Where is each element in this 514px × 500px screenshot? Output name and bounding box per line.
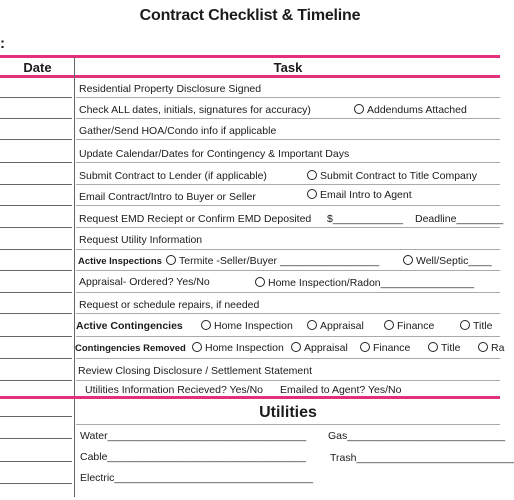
top-accent-rule [0,55,500,58]
row-divider [76,97,500,98]
home-inspection-radon-option[interactable]: Home Inspection/Radon________________ [255,277,474,289]
task-submit-lender: Submit Contract to Lender (if applicable) [79,170,267,182]
date-line[interactable] [0,483,72,484]
radio-icon[interactable] [460,320,470,330]
column-divider [74,57,75,497]
electric-field[interactable]: Electric__________________________________ [80,472,313,484]
radio-icon[interactable] [291,342,301,352]
header-accent-rule [0,75,500,78]
task-utility-info: Request Utility Information [79,234,203,246]
active-appraisal-option[interactable]: Appraisal [307,320,364,332]
date-line[interactable] [0,184,72,185]
date-line[interactable] [0,313,72,314]
gas-field[interactable]: Gas___________________________ [328,430,505,442]
radio-icon[interactable] [428,342,438,352]
contingencies-removed-label: Contingencies Removed [75,343,186,354]
row-divider [76,205,500,206]
radio-icon[interactable] [478,342,488,352]
date-line[interactable] [0,336,72,337]
submit-title-option[interactable]: Submit Contract to Title Company [307,170,477,182]
date-line[interactable] [0,227,72,228]
row-divider [76,270,500,271]
date-line[interactable] [0,461,72,462]
row-divider [76,118,500,119]
task-property-disclosure: Residential Property Disclosure Signed [79,83,262,95]
date-line[interactable] [0,97,72,98]
addendums-option[interactable]: Addendums Attached [354,104,467,116]
trash-field[interactable]: Trash___________________________ [330,452,514,464]
removed-home-inspection-option[interactable]: Home Inspection [192,342,284,354]
radio-icon[interactable] [384,320,394,330]
radio-icon[interactable] [403,255,413,265]
task-emailed-agent: Emailed to Agent? Yes/No [280,384,402,396]
page-title: Contract Checklist & Timeline [139,7,361,24]
date-line[interactable] [0,438,72,439]
row-divider [76,139,500,140]
radio-icon[interactable] [360,342,370,352]
date-line[interactable] [0,358,72,359]
task-update-calendar: Update Calendar/Dates for Contingency & Important Days [79,148,350,160]
date-line[interactable] [0,292,72,293]
row-divider [76,184,500,185]
email-intro-option[interactable]: Email Intro to Agent [307,189,412,201]
date-line[interactable] [0,416,72,417]
task-utilities-received: Utilities Information Recieved? Yes/No [85,384,264,396]
row-divider [76,227,500,228]
radio-icon[interactable] [201,320,211,330]
cutoff-label: : [0,35,5,52]
task-check-dates: Check ALL dates, initials, signatures for accuracy) [79,104,311,116]
task-closing-disclosure: Review Closing Disclosure / Settlement Statement [78,365,313,377]
active-title-option[interactable]: Title [460,320,492,332]
task-email-contract: Email Contract/Intro to Buyer or Seller [79,191,256,203]
date-line[interactable] [0,205,72,206]
row-divider [76,380,500,381]
task-repairs: Request or schedule repairs, if needed [79,299,260,311]
well-septic-option[interactable]: Well/Septic____ [403,255,492,267]
date-line[interactable] [0,118,72,119]
lower-accent-rule [0,396,500,399]
row-divider [76,249,500,250]
task-emd: Request EMD Reciept or Confirm EMD Deposited [79,213,312,225]
radio-icon[interactable] [166,255,176,265]
active-finance-option[interactable]: Finance [384,320,434,332]
radio-icon[interactable] [307,320,317,330]
active-inspections-label: Active Inspections [78,256,162,267]
date-line[interactable] [0,139,72,140]
row-divider [76,162,500,163]
emd-amount-field[interactable]: $____________ [327,213,403,225]
date-line[interactable] [0,162,72,163]
row-divider [76,358,500,359]
row-divider [76,292,500,293]
radio-icon[interactable] [307,189,317,199]
removed-title-option[interactable]: Title [428,342,460,354]
date-line[interactable] [0,270,72,271]
water-field[interactable]: Water__________________________________ [80,430,307,442]
radio-icon[interactable] [354,104,364,114]
task-column-header: Task [273,60,303,75]
row-divider [76,313,500,314]
date-line[interactable] [0,380,72,381]
termite-option[interactable]: Termite -Seller/Buyer _________________ [166,255,379,267]
radio-icon[interactable] [307,170,317,180]
date-line[interactable] [0,249,72,250]
utilities-heading: Utilities [259,404,317,421]
removed-appraisal-option[interactable]: Appraisal [291,342,348,354]
emd-deadline-field[interactable]: Deadline________ [415,213,504,225]
row-divider [76,424,500,425]
active-contingencies-label: Active Contingencies [76,320,183,332]
task-hoa-info: Gather/Send HOA/Condo info if applicable [79,125,277,137]
task-appraisal: Appraisal- Ordered? Yes/No [79,276,210,288]
radio-icon[interactable] [255,277,265,287]
radio-icon[interactable] [192,342,202,352]
date-column-header: Date [23,60,52,75]
row-divider [76,336,500,337]
removed-radon-option[interactable]: Ra [478,342,504,354]
active-home-inspection-option[interactable]: Home Inspection [201,320,293,332]
removed-finance-option[interactable]: Finance [360,342,410,354]
cable-field[interactable]: Cable__________________________________ [80,451,306,463]
